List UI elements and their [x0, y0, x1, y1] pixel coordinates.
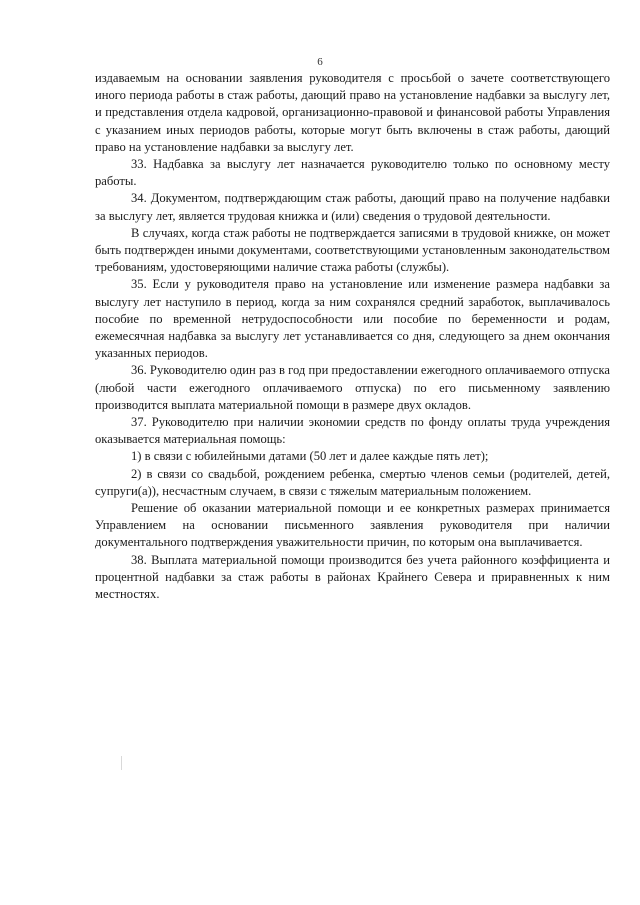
paragraph-36: 36. Руководителю один раз в год при предоставлении ежегодного оплачиваемого отпуска (любой части ежегодного оплачиваемого отпуска) по его письменному заявлению производится выплата материальной помощи в размере двух окладов.: [95, 363, 610, 412]
paragraph-38: 38. Выплата материальной помощи производится без учета районного коэффициента и процентной надбавки за стаж работы в районах Крайнего Севера и приравненных к ним местностях.: [95, 552, 610, 602]
paragraph-33: 33. Надбавка за выслугу лет назначается руководителю только по основному месту работы.: [95, 157, 610, 189]
body-text: [95, 70, 610, 603]
paragraph-34-cases: В случаях, когда стаж работы не подтверждается записями в трудовой книжке, он может быть подтвержден иными документами, соответствующими установленным законодательством требованиям, удостоверяющими наличие стажа работы (службы).: [95, 225, 610, 275]
paragraph-37-item-2: 2) в связи со свадьбой, рождением ребенка, смертью членов семьи (родителей, детей, супруги(а)), несчастным случаем, в связи с тяжелым материальным положением.: [95, 466, 610, 498]
paragraph-35: 35. Если у руководителя право на установление или изменение размера надбавки за выслугу лет наступило в период, когда за ним сохранялся средний заработок, выплачивалось пособие по временной нетрудоспособности или пособие по беременности и родам, ежемесячная надбавка за выслугу лет устанавливается со дня, следующего за днем окончания указанных периодов.: [95, 277, 610, 361]
paragraph-34: 34. Документом, подтверждающим стаж работы, дающий право на получение надбавки за выслугу лет, является трудовая книжка и (или) сведения о трудовой деятельности.: [95, 191, 610, 223]
scan-mark: [121, 756, 122, 770]
paragraph-37-decision: Решение об оказании материальной помощи и ее конкретных размерах принимается Управлением на основании письменного заявления руководителя при наличии документального подтверждения уважительности причин, по которым она выплачивается.: [95, 501, 610, 550]
paragraph-37: 37. Руководителю при наличии экономии средств по фонду оплаты труда учреждения оказывается материальная помощь:: [95, 415, 610, 447]
paragraph-37-item-1: 1) в связи с юбилейными датами (50 лет и далее каждые пять лет);: [131, 449, 489, 464]
paragraph-continuation: издаваемым на основании заявления руководителя с просьбой о зачете соответствующего иного периода работы в стаж работы, дающий право на установление надбавки за выслугу лет, и представления отдела кадровой, организационно-правовой и финансовой работы Управления с указанием иных периодов работы, которые могут быть включены в стаж работы, дающий право на установление надбавки за выслугу лет.: [95, 71, 610, 154]
page-number: 6: [317, 56, 323, 68]
